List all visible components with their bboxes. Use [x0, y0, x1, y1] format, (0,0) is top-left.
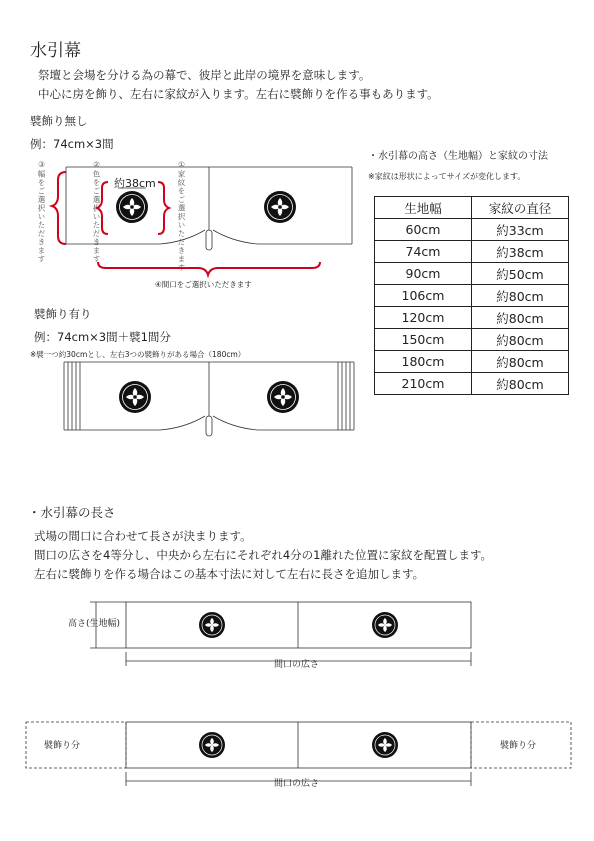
with-pleat-note: ※襞一つ約30cmとし、左右3つの襞飾りがある場合（180cm） [30, 350, 246, 359]
table-cell: 約80cm [472, 329, 569, 351]
table-cell: 約38cm [472, 241, 569, 263]
crest-icon [267, 381, 299, 413]
crest-icon [119, 381, 151, 413]
crest-icon [199, 732, 225, 758]
table-cell: 約50cm [472, 263, 569, 285]
width-label-2: 間口の広さ [272, 776, 321, 789]
table-cell: 180cm [375, 351, 472, 373]
table-cell: 約80cm [472, 351, 569, 373]
table-cell: 106cm [375, 285, 472, 307]
crest-icon [199, 612, 225, 638]
curtain-no-pleat [66, 167, 352, 250]
pleat-label-right: 襞飾り分 [500, 741, 537, 751]
note-height: ③幅をご選択いただきます [37, 160, 46, 264]
crest-icon [116, 191, 148, 223]
height-label: 高さ(生地幅) [68, 619, 121, 629]
table-cell: 約80cm [472, 373, 569, 395]
size-table [374, 196, 569, 395]
table-header: 生地幅 [375, 197, 472, 219]
table-cell: 約80cm [472, 307, 569, 329]
no-pleat-example: 例：74cm×3間 [30, 137, 114, 151]
table-cell: 60cm [375, 219, 472, 241]
table-cell: 約33cm [472, 219, 569, 241]
intro-line-1: 祭壇と会場を分ける為の幕で、彼岸と此岸の境界を意味します。 [38, 68, 371, 82]
table-row [375, 263, 569, 285]
intro-line-2: 中心に房を飾り、左右に家紋が入ります。左右に襞飾りを作る事もあります。 [38, 87, 439, 101]
width-label-1: 間口の広さ [272, 657, 321, 670]
table-row [375, 373, 569, 395]
length-line-1: 式場の間口に合わせて長さが決まります。 [34, 529, 252, 543]
page-title: 水引幕 [30, 41, 81, 61]
table-row [375, 241, 569, 263]
pleat-label-left: 襞飾り分 [44, 741, 81, 751]
table-cell: 210cm [375, 373, 472, 395]
curtain-with-pleat [64, 362, 354, 436]
no-pleat-heading: 襞飾り無し [30, 114, 88, 128]
length-line-2: 間口の広さを4等分し、中央から左右にそれぞれ4分の1離れた位置に家紋を配置します。 [34, 548, 493, 562]
table-row [375, 219, 569, 241]
note-crest: ①家紋をご選択いただきます [177, 160, 186, 272]
size-table-note: ※家紋は形状によってサイズが変化します。 [368, 172, 526, 181]
note-width: ④間口をご選択いただきます [155, 280, 252, 289]
size-table-heading: ・水引幕の高さ（生地幅）と家紋の寸法 [368, 151, 548, 162]
crest-size-label: 約38cm [114, 177, 156, 190]
with-pleat-heading: 襞飾り有り [34, 307, 92, 321]
table-cell: 90cm [375, 263, 472, 285]
table-row [375, 307, 569, 329]
crest-icon [372, 732, 398, 758]
table-row [375, 285, 569, 307]
length-line-3: 左右に襞飾りを作る場合はこの基本寸法に対して左右に長さを追加します。 [34, 567, 425, 581]
length-heading: ・水引幕の長さ [28, 505, 116, 520]
crest-icon [264, 191, 296, 223]
with-pleat-example: 例：74cm×3間＋襞1間分 [34, 330, 171, 344]
table-cell: 74cm [375, 241, 472, 263]
table-cell: 120cm [375, 307, 472, 329]
table-row [375, 351, 569, 373]
table-row [375, 329, 569, 351]
table-cell: 約80cm [472, 285, 569, 307]
table-cell: 150cm [375, 329, 472, 351]
table-header-row [375, 197, 569, 219]
crest-icon [372, 612, 398, 638]
note-color: ②色をご選択いただきます [92, 160, 101, 264]
table-header: 家紋の直径 [472, 197, 569, 219]
